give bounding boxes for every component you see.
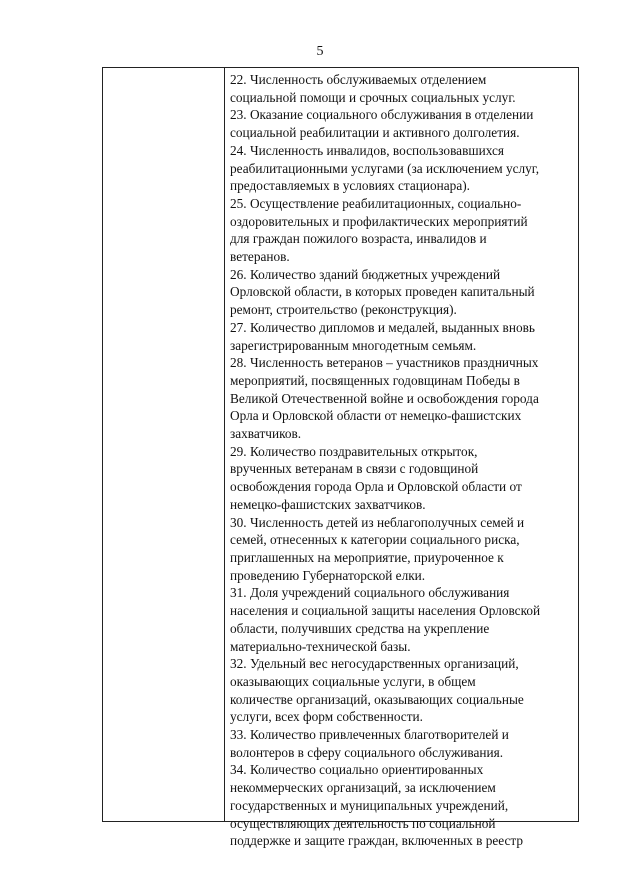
- indicator-text-line: волонтеров в сферу социального обслуживания.: [230, 744, 504, 760]
- indicator-text-line: 23. Оказание социального обслуживания в отделении: [230, 107, 534, 123]
- indicator-text-line: реабилитационными услугами (за исключением услуг,: [230, 160, 540, 176]
- indicator-text-line: приглашенных на мероприятие, приуроченное к: [230, 549, 504, 565]
- indicator-item: [230, 319, 574, 354]
- indicator-text-line: 24. Численность инвалидов, воспользовавшихся: [230, 142, 505, 158]
- indicator-text-line: немецко-фашистских захватчиков.: [230, 496, 426, 512]
- indicator-text-line: 31. Доля учреждений социального обслуживания: [230, 585, 510, 601]
- indicator-text-line: 29. Количество поздравительных открыток,: [230, 443, 478, 459]
- indicator-text-line: 22. Численность обслуживаемых отделением: [230, 72, 487, 87]
- indicator-item: [230, 514, 574, 585]
- indicator-text-line: 33. Количество привлеченных благотворителей и: [230, 727, 509, 743]
- indicator-text-line: 34. Количество социально ориентированных: [230, 762, 484, 778]
- indicator-text-line: социальной реабилитации и активного долголетия.: [230, 125, 520, 141]
- indicator-item: [230, 354, 574, 443]
- indicator-item: [230, 655, 574, 726]
- indicator-text-line: Великой Отечественной войне и освобождения города: [230, 390, 539, 406]
- indicator-text-line: Орловской области, в которых проведен капитальный: [230, 284, 535, 300]
- indicator-text-line: 30. Численность детей из неблагополучных семей и: [230, 514, 525, 530]
- indicator-text-line: предоставляемых в условиях стационара).: [230, 178, 470, 194]
- indicator-item: [230, 195, 574, 266]
- indicator-text-line: врученных ветеранам в связи с годовщиной: [230, 461, 479, 477]
- indicator-item: [230, 106, 574, 141]
- indicator-text-line: материально-технической базы.: [230, 638, 411, 654]
- indicator-text-line: 26. Количество зданий бюджетных учреждений: [230, 266, 501, 282]
- indicator-text-line: государственных и муниципальных учреждений,: [230, 797, 509, 813]
- indicator-text-line: Орла и Орловской области от немецко-фашистских: [230, 408, 522, 424]
- indicator-text-line: семей, отнесенных к категории социального риска,: [230, 532, 520, 548]
- indicator-text-line: ремонт, строительство (реконструкция).: [230, 302, 457, 318]
- table-left-cell: [103, 68, 225, 821]
- indicator-text-line: захватчиков.: [230, 426, 302, 442]
- indicator-text-line: мероприятий, посвященных годовщинам Победы в: [230, 372, 520, 388]
- indicator-item: [230, 266, 574, 319]
- indicator-text-line: некоммерческих организаций, за исключением: [230, 780, 496, 796]
- indicator-text-line: населения и социальной защиты населения Орловской: [230, 603, 541, 619]
- indicator-text-line: проведению Губернаторской елки.: [230, 567, 426, 583]
- indicator-text-line: 32. Удельный вес негосударственных организаций,: [230, 656, 519, 672]
- indicator-text-line: оказывающих социальные услуги, в общем: [230, 673, 476, 689]
- indicator-text-line: для граждан пожилого возраста, инвалидов и: [230, 231, 487, 247]
- indicator-item: [230, 71, 574, 106]
- indicator-text-line: 25. Осуществление реабилитационных, социально-: [230, 195, 522, 211]
- indicator-item: [230, 726, 574, 761]
- document-table: [102, 67, 579, 849]
- indicator-text-line: области, получивших средства на укрепление: [230, 620, 490, 636]
- indicator-item: [230, 761, 574, 850]
- table-right-cell: [225, 68, 578, 849]
- indicator-item: [230, 142, 574, 195]
- indicator-item: [230, 584, 574, 655]
- indicator-text-line: 28. Численность ветеранов – участников праздничных: [230, 355, 539, 371]
- indicator-text-line: осуществляющих деятельность по социальной: [230, 815, 496, 831]
- indicator-text-line: освобождения города Орла и Орловской области от: [230, 479, 522, 495]
- indicator-text-line: оздоровительных и профилактических мероприятий: [230, 213, 528, 229]
- indicator-text-line: поддержке и защите граждан, включенных в реестр: [230, 833, 524, 849]
- indicator-text-line: количестве организаций, оказывающих социальные: [230, 691, 524, 707]
- indicator-text-line: зарегистрированным многодетным семьям.: [230, 337, 477, 353]
- indicator-text-line: социальной помощи и срочных социальных услуг.: [230, 89, 516, 105]
- page-number: 5: [316, 44, 324, 59]
- indicator-text-line: услуги, всех форм собственности.: [230, 709, 423, 725]
- indicator-text-line: 27. Количество дипломов и медалей, выданных вновь: [230, 319, 535, 335]
- indicator-item: [230, 443, 574, 514]
- indicator-text-line: ветеранов.: [230, 249, 290, 265]
